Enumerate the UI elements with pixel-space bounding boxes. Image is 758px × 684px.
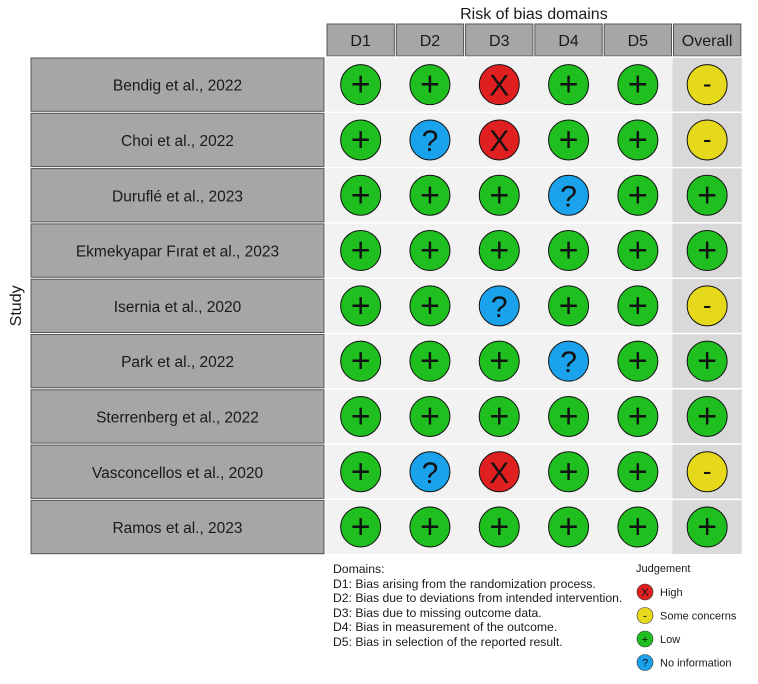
judgement-symbol: + xyxy=(627,452,648,491)
judgement-symbol: X xyxy=(489,456,510,490)
column-header-overall: Overall xyxy=(681,33,733,50)
judgement-symbol: + xyxy=(558,397,579,436)
judgement-symbol: + xyxy=(420,231,440,270)
judgement-symbol: + xyxy=(697,508,718,547)
judgement-symbol: + xyxy=(350,508,371,547)
judgement-symbol: + xyxy=(489,508,510,547)
judgement-symbol: + xyxy=(627,508,648,547)
judgement-symbol: + xyxy=(697,176,718,215)
judgement-symbol: - xyxy=(702,123,712,154)
judgement-symbol: ? xyxy=(421,124,439,158)
judgement-symbol: + xyxy=(350,120,371,159)
judgement-symbol: + xyxy=(489,342,510,381)
study-label: Park et al., 2022 xyxy=(121,354,234,372)
judgement-symbol: + xyxy=(697,342,718,381)
judgement-symbol: + xyxy=(627,65,648,104)
judgement-symbol: + xyxy=(627,342,648,381)
judgement-symbol: + xyxy=(627,176,648,215)
column-header-d2: D2 xyxy=(419,33,441,50)
judgement-symbol: + xyxy=(420,342,440,381)
legend-symbol: ? xyxy=(641,657,649,670)
judgement-symbol: + xyxy=(558,286,579,325)
legend-symbol: + xyxy=(641,634,649,646)
judgement-symbol: + xyxy=(627,397,648,436)
legend-high-label: High xyxy=(660,587,683,599)
legend-no-information-label: No information xyxy=(660,657,732,670)
domain-d5-description: D5: Bias in selection of the reported result. xyxy=(333,634,563,649)
judgement-symbol: + xyxy=(350,231,371,270)
column-header-d3: D3 xyxy=(489,33,510,50)
judgement-symbol: + xyxy=(350,342,371,381)
judgement-legend-title: Judgement xyxy=(636,563,691,575)
judgement-symbol: + xyxy=(627,120,648,159)
judgement-symbol: + xyxy=(420,508,440,547)
domain-d1-description: D1: Bias arising from the randomization process. xyxy=(333,576,596,591)
study-label: Ekmekyapar Fırat et al., 2023 xyxy=(75,243,280,261)
judgement-symbol: + xyxy=(420,397,440,436)
column-header-d5: D5 xyxy=(627,33,649,50)
judgement-symbol: + xyxy=(420,176,440,215)
judgement-symbol: + xyxy=(627,231,648,270)
study-label: Ramos et al., 2023 xyxy=(112,520,243,538)
judgement-symbol: ? xyxy=(421,456,439,490)
judgement-symbol: + xyxy=(489,176,510,215)
column-header-d1: D1 xyxy=(350,33,371,50)
judgement-symbol: + xyxy=(697,397,718,436)
judgement-symbol: + xyxy=(697,231,718,270)
judgement-symbol: + xyxy=(350,176,371,215)
judgement-symbol: ? xyxy=(560,346,577,380)
study-label: Isernia et al., 2020 xyxy=(113,298,242,316)
study-label: Choi et al., 2022 xyxy=(121,132,234,150)
domains-legend-title: Domains: xyxy=(333,562,385,576)
judgement-symbol: + xyxy=(420,65,440,104)
judgement-symbol: + xyxy=(350,65,371,104)
judgement-symbol: + xyxy=(558,120,579,159)
judgement-symbol: ? xyxy=(560,180,577,214)
legend-some-concerns-label: Some concerns xyxy=(660,610,737,623)
judgement-symbol: X xyxy=(489,124,510,158)
judgement-symbol: - xyxy=(702,68,712,99)
judgement-symbol: + xyxy=(420,286,440,325)
judgement-symbol: + xyxy=(489,231,510,270)
judgement-symbol: X xyxy=(489,69,510,103)
domains-legend xyxy=(333,562,622,650)
judgement-symbol: ? xyxy=(490,290,508,324)
legend-symbol: X xyxy=(641,587,649,599)
study-label: Bendig et al., 2022 xyxy=(112,77,243,95)
chart-title: Risk of bias domains xyxy=(460,6,608,23)
judgement-symbol: - xyxy=(702,289,712,320)
legend-low-label: Low xyxy=(660,634,681,646)
judgement-symbol: - xyxy=(702,455,712,486)
judgement-symbol: + xyxy=(558,65,579,104)
judgement-symbol: + xyxy=(489,397,510,436)
judgement-symbol: + xyxy=(558,508,579,547)
study-label: Sterrenberg et al., 2022 xyxy=(96,409,259,427)
judgement-symbol: + xyxy=(350,452,371,491)
study-label: Duruflé et al., 2023 xyxy=(112,188,243,206)
judgement-symbol: + xyxy=(627,286,648,325)
y-axis-label: Study xyxy=(8,285,25,327)
domain-d3-description: D3: Bias due to missing outcome data. xyxy=(333,605,542,620)
study-label: Vasconcellos et al., 2020 xyxy=(91,464,264,482)
judgement-symbol: + xyxy=(558,231,579,270)
judgement-symbol: + xyxy=(350,397,371,436)
domain-d4-description: D4: Bias in measurement of the outcome. xyxy=(333,620,558,635)
column-header-d4: D4 xyxy=(558,33,579,50)
judgement-symbol: + xyxy=(558,452,579,491)
legend-symbol: - xyxy=(643,610,647,623)
judgement-symbol: + xyxy=(350,286,371,325)
domain-d2-description: D2: Bias due to deviations from intended intervention. xyxy=(333,591,623,606)
